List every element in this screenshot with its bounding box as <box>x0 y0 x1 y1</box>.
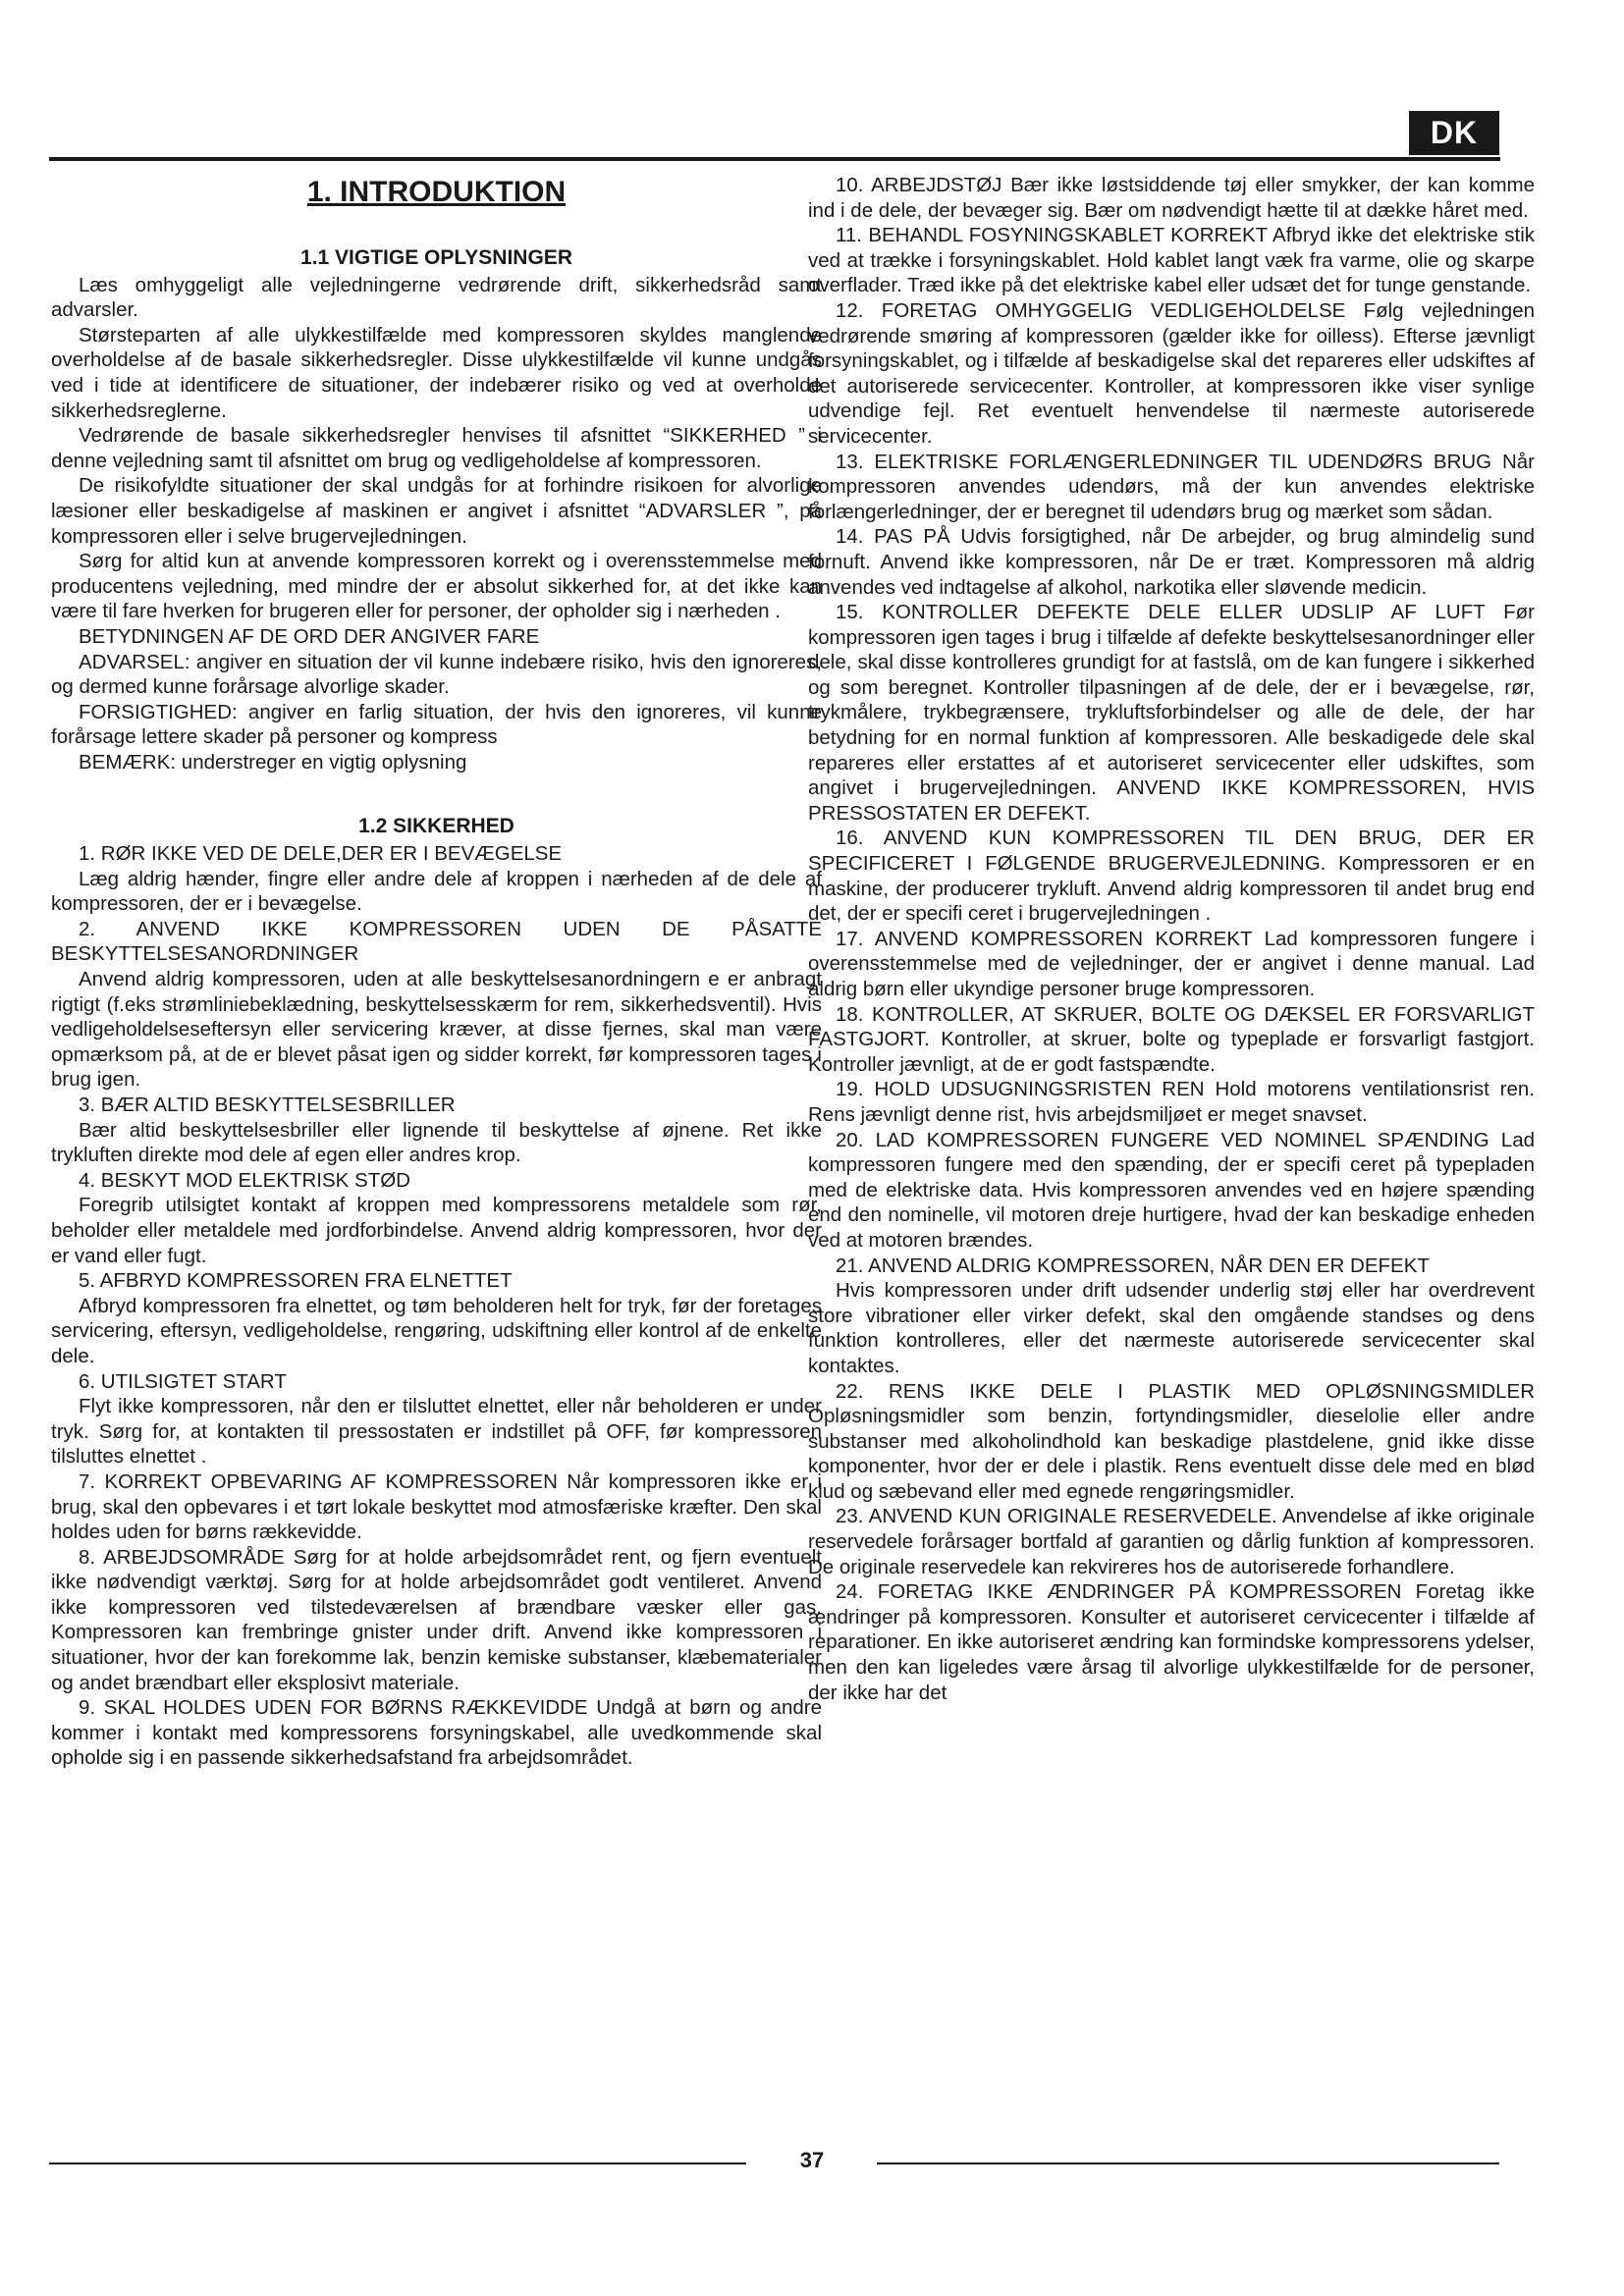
paragraph: 5. AFBRYD KOMPRESSOREN FRA ELNETTET <box>79 1269 513 1293</box>
paragraph: 15. KONTROLLER DEFEKTE DELE ELLER UDSLIP AF LUFT Før kompressoren igen tages i brug i tilfælde af defekte beskyttelsesanordninger eller dele, skal disse kontrolleres grundigt for at fastslå, om de kan fungere i sikkerhed og som beregnet. Kontroller tilpasningen af de dele, der er i bevægelse, rør, trykmålere, trykbegrænsere, trykluftsforbindelser og alle de dele, der har betydning for en normal funktion af kompressoren. Alle beskadigede dele skal repareres eller erstattes af et autoriseret servicecenter eller udskiftes, som angivet i brugervejledningen. ANVEND IKKE KOMPRESSOREN, HVIS PRESSOSTATEN ER DEFEKT. <box>808 601 1535 825</box>
paragraph: 4. BESKYT MOD ELEKTRISK STØD <box>79 1168 410 1192</box>
chapter-title: 1. INTRODUKTION <box>306 176 567 208</box>
paragraph: 14. PAS PÅ Udvis forsigtighed, når De arbejder, og brug almindelig sund fornuft. Anvend ikke kompressoren, når De er træt. Kompressoren må aldrig anvendes ved indtagelse af alkohol, narkotika eller sløvende medicin. <box>808 525 1535 599</box>
paragraph: 16. ANVEND KUN KOMPRESSOREN TIL DEN BRUG, DER ER SPECIFICERET I FØLGENDE BRUGERVEJLEDNING. Kompressoren er en maskine, der producerer trykluft. Anvend aldrig kompressoren til andet brug end det, der er specifi ceret i brugervejledningen . <box>808 827 1535 926</box>
header-rule <box>49 157 1500 161</box>
left-column <box>51 173 822 1771</box>
footer-rule-left <box>49 2163 746 2164</box>
footer-rule-right <box>877 2163 1499 2164</box>
paragraph: Anvend aldrig kompressoren, uden at alle beskyttelsesanordningern e er anbragt rigtigt (f.eks strømliniebeklædning, beskyttelsesskærm for rem, sikkerhedsventil). Hvis vedligeholdelseseftersyn eller servicering kræver, at disse fjernes, skal man være opmærksom på, at de er blevet påsat igen og sidder korrekt, før kompressoren tages i brug igen. <box>51 968 822 1092</box>
paragraph: 20. LAD KOMPRESSOREN FUNGERE VED NOMINEL SPÆNDING Lad kompressoren fungere med den spænding, der er specifi ceret på typepladen med de elektriske data. Hvis kompressoren anvendes ved en højere spænding end den nominelle, vil motoren dreje hurtigere, hvad der kan beskadige enheden ved at motoren brændes. <box>808 1128 1535 1252</box>
section-heading-important-info: 1.1 VIGTIGE OPLYSNINGER <box>300 246 572 269</box>
paragraph: Afbryd kompressoren fra elnettet, og tøm beholderen helt for tryk, før der foretages servicering, eftersyn, vedligeholdelse, rengøring, udskiftning eller kontrol af de enkelte dele. <box>51 1294 822 1367</box>
paragraph: 21. ANVEND ALDRIG KOMPRESSOREN, NÅR DEN ER DEFEKT <box>836 1254 1430 1277</box>
paragraph: Flyt ikke kompressoren, når den er tilsluttet elnettet, eller når beholderen er under tryk. Sørg for, at kontakten til pressostaten er indstillet på OFF, før kompressoren tilsluttes elnettet . <box>51 1395 822 1468</box>
paragraph: Vedrørende de basale sikkerhedsregler henvises til afsnittet “SIKKERHED ” i denne vejledning samt til afsnittet om brug og vedligeholdelse af kompressoren. <box>51 424 822 472</box>
paragraph: Størsteparten af alle ulykkestilfælde med kompressoren skyldes manglende overholdelse af de basale sikkerhedsregler. Disse ulykkestilfælde vil kunne undgås ved i tide at identificere de situationer, der indebærer risiko og ved at overholde sikkerhedsreglerne. <box>51 323 822 422</box>
paragraph: Bær altid beskyttelsesbriller eller lignende til beskyttelse af øjnene. Ret ikke trykluften direkte mod dele af egen eller andres krop. <box>51 1118 822 1167</box>
language-badge: DK <box>1409 111 1499 155</box>
paragraph: Læg aldrig hænder, fingre eller andre dele af kroppen i nærheden af de dele af kompressoren, der er i bevægelse. <box>51 867 822 916</box>
page-number: 37 <box>799 2148 825 2172</box>
paragraph: 8. ARBEJDSOMRÅDE Sørg for at holde arbejdsområdet rent, og fjern eventuelt ikke nødvendigt værktøj. Sørg for at holde arbejdsområdet godt ventileret. Anvend ikke kompressoren ved tilstedeværelsen af brændbare væsker eller gas. Kompressoren kan frembringe gnister under drift. Anvend ikke kompressoren i situationer, hvor der kan forekomme lak, benzin kemiske substanser, klæbematerialer og andet brændbart eller eksplosivt materiale. <box>51 1545 822 1694</box>
right-column <box>808 173 1535 1705</box>
paragraph: Læs omhyggeligt alle vejledningerne vedrørende drift, sikkerhedsråd samt advarsler. <box>51 273 822 322</box>
paragraph: 1. RØR IKKE VED DE DELE,DER ER I BEVÆGELSE <box>79 842 563 866</box>
paragraph: 13. ELEKTRISKE FORLÆNGERLEDNINGER TIL UDENDØRS BRUG Når kompressoren anvendes udendørs, må der kun anvendes elektriske forlængerledninger, der er beregnet til udendørs brug og mærket som sådan. <box>808 450 1535 523</box>
paragraph: 11. BEHANDL FOSYNINGSKABLET KORREKT Afbryd ikke det elektriske stik ved at trække i forsyningskablet. Hold kablet langt væk fra varme, olie og skarpe overflader. Træd ikke på det elektriske kabel eller udsæt det for tunge genstande. <box>808 224 1535 297</box>
paragraph: BEMÆRK: understreger en vigtig oplysning <box>79 750 467 774</box>
paragraph: 7. KORREKT OPBEVARING AF KOMPRESSOREN Når kompressoren ikke er i brug, skal den opbevares i et tørt lokale beskyttet mod atmosfæriske kræfter. Den skal holdes uden for børns rækkevidde. <box>51 1469 822 1544</box>
paragraph: 18. KONTROLLER, AT SKRUER, BOLTE OG DÆKSEL ER FORSVARLIGT FASTGJORT. Kontroller, at skruer, bolte og typeplade er forsvarligt fastgjort. Kontroller jævnligt, at de er godt fastspændte. <box>808 1002 1535 1076</box>
paragraph: 22. RENS IKKE DELE I PLASTIK MED OPLØSNINGSMIDLER Opløsningsmidler som benzin, fortyndingsmidler, dieselolie eller andre substanser med alkoholindhold kan beskadige plastdelene, gnid ikke disse komponenter, hvor der er dele i plastik. Rens eventuelt disse dele med en blød klud og sæbevand eller med egnede rengøringsmidler. <box>808 1379 1535 1503</box>
section-important-info-body <box>51 273 822 775</box>
paragraph: Sørg for altid kun at anvende kompressoren korrekt og i overensstemmelse med producentens vejledning, med mindre der er absolut sikkerhed for, at det ikke kan være til fare hverken for brugeren eller for personer, der opholder sig i nærheden . <box>51 550 822 623</box>
paragraph: De risikofyldte situationer der skal undgås for at forhindre risikoen for alvorlige læsioner eller beskadigelse af maskinen er angivet i afsnittet “ADVARSLER ”, på kompressoren eller i selve brugervejledningen. <box>51 474 822 548</box>
section-heading-safety: 1.2 SIKKERHED <box>358 815 514 838</box>
paragraph: Foregrib utilsigtet kontakt af kroppen med kompressorens metaldele som rør, beholder eller metaldele med jordforbindelse. Anvend aldrig kompressoren, hvor der er vand eller fugt. <box>51 1194 822 1267</box>
paragraph: Hvis kompressoren under drift udsender underlig støj eller har overdrevent store vibrationer eller virker defekt, skal den omgående standses og dens funktion kontrolleres, eller det nærmeste autoriserede servicecenter skal kontaktes. <box>808 1279 1535 1377</box>
paragraph: ADVARSEL: angiver en situation der vil kunne indebære risiko, hvis den ignoreres, og dermed kunne forårsage alvorlige skader. <box>51 650 822 699</box>
paragraph: 12. FORETAG OMHYGGELIG VEDLIGEHOLDELSE Følg vejledningen vedrørende smøring af kompressoren (gælder ikke for oilless). Efterse jævnligt forsyningskablet, og i tilfælde af beskadigelse skal det repareres eller udskiftes af det autoriserede servicecenter. Kontroller, at kompressoren ikke viser synlige udvendige fejl. Ret eventuelt henvendelse til nærmeste autoriserede servicecenter. <box>808 298 1535 448</box>
paragraph: 3. BÆR ALTID BESKYTTELSESBRILLER <box>79 1094 456 1116</box>
paragraph: 24. FORETAG IKKE ÆNDRINGER PÅ KOMPRESSOREN Foretag ikke ændringer på kompressoren. Konsulter et autoriseret cervicecenter i tilfælde af reparationer. En ikke autoriseret ændring kan formindske kompressorens ydelser, men den kan ligeledes være årsag til alvorlige ulykkestilfælde for de personer, der ikke har det <box>808 1580 1535 1704</box>
paragraph: 9. SKAL HOLDES UDEN FOR BØRNS RÆKKEVIDDE Undgå at børn og andre kommer i kontakt med kompressorens forsyningskabel, alle uvedkommende skal opholde sig i en passende sikkerhedsafstand fra arbejdsområdet. <box>51 1696 822 1770</box>
paragraph: 6. UTILSIGTET START <box>79 1369 287 1393</box>
paragraph: 19. HOLD UDSUGNINGSRISTEN REN Hold motorens ventilationsrist ren. Rens jævnligt denne rist, hvis arbejdsmiljøet er meget snavset. <box>808 1078 1535 1126</box>
paragraph: FORSIGTIGHED: angiver en farlig situation, der hvis den ignoreres, vil kunne forårsage lettere skader på personer og kompress <box>51 700 822 749</box>
paragraph: 23. ANVEND KUN ORIGINALE RESERVEDELE. Anvendelse af ikke originale reservedele forårsager bortfald af garantien og dårlig funktion af kompressoren. De originale reservedele kan rekvireres hos de autoriserede forhandlere. <box>808 1505 1535 1578</box>
paragraph: 2. ANVEND IKKE KOMPRESSOREN UDEN DE PÅSATTE BESKYTTELSESANORDNINGER <box>51 917 822 966</box>
section-safety-body <box>51 841 822 1771</box>
paragraph: 17. ANVEND KOMPRESSOREN KORREKT Lad kompressoren fungere i overensstemmelse med de vejledninger, der er angivet i denne manual. Lad aldrig børn eller ukyndige personer bruge kompressoren. <box>808 927 1535 1000</box>
paragraph: 10. ARBEJDSTØJ Bær ikke løstsiddende tøj eller smykker, der kan komme ind i de dele, der bevæger sig. Bær om nødvendigt hætte til at dække håret med. <box>808 174 1535 222</box>
paragraph: BETYDNINGEN AF DE ORD DER ANGIVER FARE <box>79 624 540 648</box>
